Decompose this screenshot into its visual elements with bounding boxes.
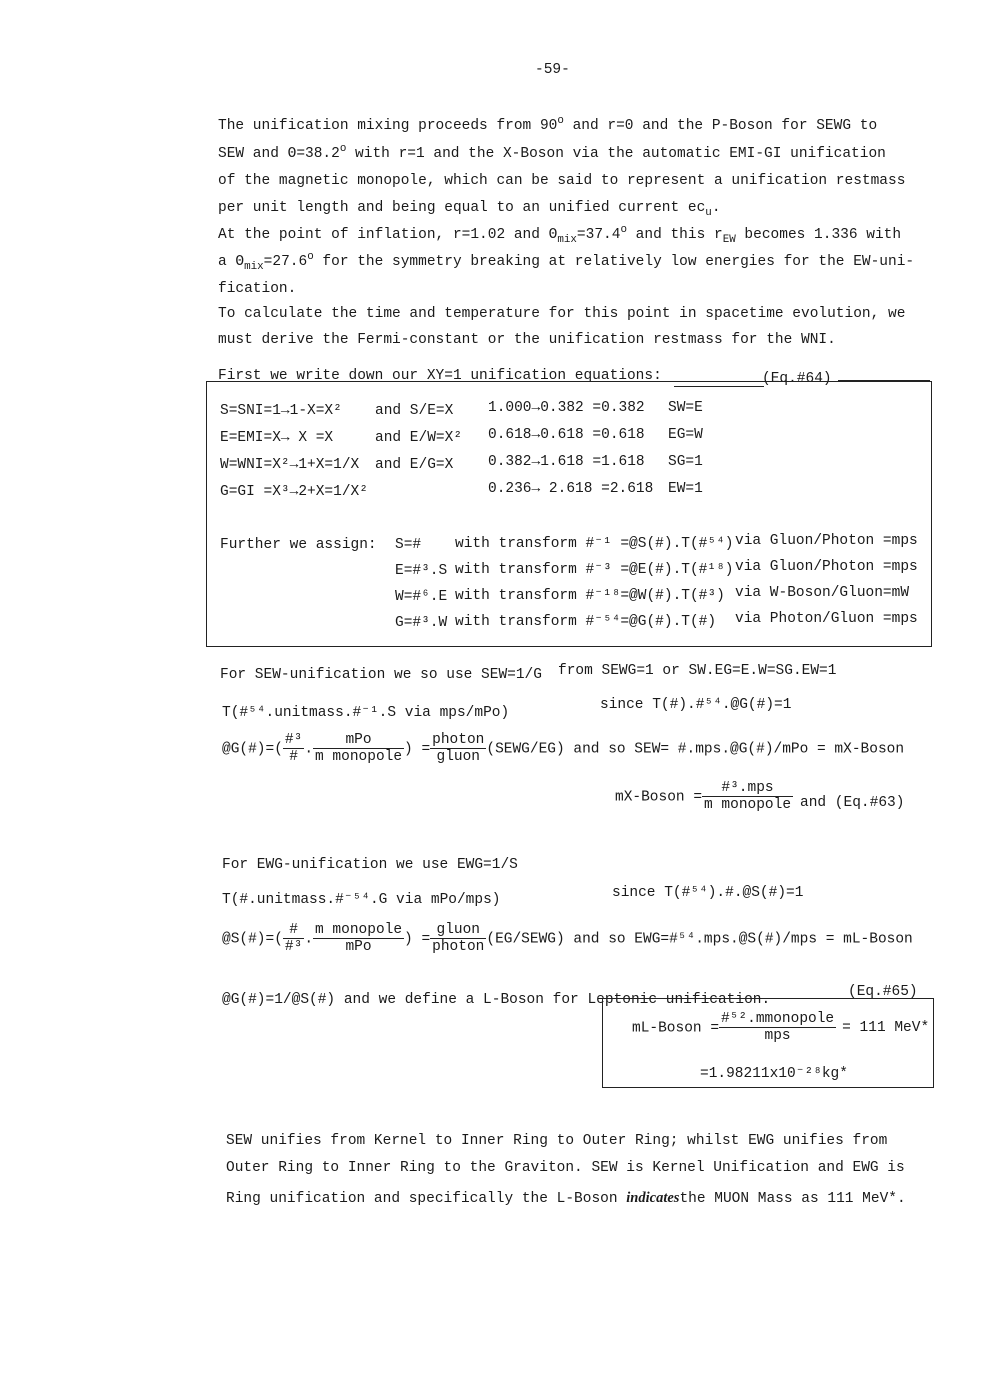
ewg-line-2a: T(#.unitmass.#⁻⁵⁴.G via mPo/mps) — [222, 892, 501, 908]
eq64-label: (Eq.#64) — [762, 371, 832, 387]
assign-a: W=#⁶.E — [395, 589, 448, 605]
intro-line-5: At the point of inflation, r=1.02 and $\Theta_{mix}=37.4^o$ and this $r_{EW}$ becomes 1.336 with — [218, 224, 902, 246]
fraction-1: $\frac{\text{\#³}}{\#}$ — [284, 732, 303, 765]
assign-c: via Gluon/Photon =mps — [735, 559, 918, 575]
fraction-5: $\frac{\#}{\text{\#³}}$ — [284, 922, 303, 955]
sew-line-1a: For SEW-unification we so use SEW=1/G — [220, 667, 542, 683]
ewg-line-2b: since T(#⁵⁴).#.@S(#)=1 — [612, 885, 804, 901]
ewg-line-3: @S(#)=( $\frac{\#}{\text{\#³}}$ . $\frac{\text{m monopole}}{\text{mPo}}$ ) = $\frac{\text{gluon}}{\text{photon}}$ (EG/SEWG) and so EWG=#⁵⁴.mps.@S(#)/mps = mL-Boson — [222, 922, 913, 955]
eq-row-c: 0.236→ 2.618 =2.618 — [488, 481, 654, 497]
eq-row-a: W=WNI=X²→1+X=1/X — [220, 457, 360, 473]
fraction-6: $\frac{\text{m monopole}}{\text{mPo}}$ — [315, 922, 403, 955]
assign-b: with transform #⁻¹ =@S(#).T(#⁵⁴) — [455, 536, 734, 552]
eq64-lead: First we write down our XY=1 unification equations: — [218, 368, 662, 384]
ewg-line-4: @G(#)=1/@S(#) and we define a L-Boson for Leptonic unification. — [222, 992, 771, 1008]
sew-line-3: @G(#)=( $\frac{\text{\#³}}{\#}$ . $\frac{\text{mPo}}{\text{m monopole}}$ ) = $\frac{\text{photon}}{\text{gluon}}$ (SEWG/EG) and so SEW= #.mps.@G(#)/mPo = mX-Boson — [222, 732, 905, 765]
fraction-3: $\frac{\text{photon}}{\text{gluon}}$ — [432, 732, 485, 765]
intro-line-8: To calculate the time and temperature for this point in spacetime evolution, we — [218, 306, 906, 322]
ewg-line-1: For EWG-unification we use EWG=1/S — [222, 857, 518, 873]
eq-row-d: EW=1 — [668, 481, 703, 497]
eq-row-b: and S/E=X — [375, 403, 454, 419]
eq-row-c: 0.618→0.618 =0.618 — [488, 427, 645, 443]
fraction-4: $\frac{\text{\#³.mps}}{\text{m monopole}}$ — [704, 780, 792, 813]
eq65-formula: mL-Boson = $\frac{\text{\#⁵².mmonopole}}{\text{mps}}$ = 111 MeV* — [632, 1011, 930, 1044]
assign-a: E=#³.S — [395, 563, 448, 579]
eq-row-c: 0.382→1.618 =1.618 — [488, 454, 645, 470]
fraction-7: $\frac{\text{gluon}}{\text{photon}}$ — [432, 922, 485, 955]
sew-line-2b: since T(#).#⁵⁴.@G(#)=1 — [600, 697, 792, 713]
eq-row-a: S=SNI=1→1-X=X² — [220, 403, 342, 419]
intro-line-1: The unification mixing proceeds from 90$^o$ and r=0 and the P-Boson for SEWG to — [218, 115, 878, 134]
closing-line-3: Ring unification and specifically the L-Boson indicatesthe MUON Mass as 111 MeV*. — [226, 1190, 906, 1207]
assign-b: with transform #⁻¹⁸=@W(#).T(#³) — [455, 588, 725, 604]
eq-row-d: EG=W — [668, 427, 703, 443]
intro-line-2: SEW and $\Theta=38.2^o$ with r=1 and the X-Boson via the automatic EMI-GI unification — [218, 143, 886, 162]
sew-line-4b: and (Eq.#63) — [800, 795, 905, 811]
assign-b: with transform #⁻⁵⁴=@G(#).T(#) — [455, 614, 717, 630]
assign-a: G=#³.W — [395, 615, 448, 631]
eq-row-d: SW=E — [668, 400, 703, 416]
intro-line-6: a $\Theta_{mix}=27.6^o$ for the symmetry breaking at relatively low energies for the EW-uni- — [218, 251, 915, 273]
intro-line-3: of the magnetic monopole, which can be said to represent a unification restmass — [218, 173, 906, 189]
eq-row-a: E=EMI=X→ X =X — [220, 430, 334, 446]
eq65-label: (Eq.#65) — [848, 984, 918, 1000]
assign-label: Further we assign: — [220, 537, 377, 553]
fraction-2: $\frac{\text{mPo}}{\text{m monopole}}$ — [315, 732, 403, 765]
eq64-box — [206, 381, 932, 647]
eq-row-b: and E/G=X — [375, 457, 454, 473]
assign-b: with transform #⁻³ =@E(#).T(#¹⁸) — [455, 562, 734, 578]
sew-line-4: mX-Boson = $\frac{\text{\#³.mps}}{\text{m monopole}}$ — [615, 780, 792, 813]
closing-line-1: SEW unifies from Kernel to Inner Ring to Outer Ring; whilst EWG unifies from — [226, 1133, 888, 1149]
eq-row-c: 1.000→0.382 =0.382 — [488, 400, 645, 416]
eq65-kg: =1.98211x10⁻²⁸kg* — [700, 1066, 848, 1082]
page-number: -59- — [535, 62, 570, 78]
closing-line-2: Outer Ring to Inner Ring to the Graviton. SEW is Kernel Unification and EWG is — [226, 1160, 905, 1176]
intro-line-7: fication. — [218, 281, 297, 297]
assign-c: via W-Boson/Gluon=mW — [735, 585, 910, 601]
handwritten-word: indicates — [626, 1190, 680, 1206]
sew-line-1b: from SEWG=1 or SW.EG=E.W=SG.EW=1 — [558, 663, 837, 679]
eq-row-b: and E/W=X² — [375, 430, 463, 446]
fraction-8: $\frac{\text{\#⁵².mmonopole}}{\text{mps}}$ — [721, 1011, 835, 1044]
eq-row-a: G=GI =X³→2+X=1/X² — [220, 484, 368, 500]
intro-line-9: must derive the Fermi-constant or the unification restmass for the WNI. — [218, 332, 836, 348]
assign-c: via Gluon/Photon =mps — [735, 533, 918, 549]
assign-c: via Photon/Gluon =mps — [735, 611, 918, 627]
intro-line-4: per unit length and being equal to an unified current $ec_u$. — [218, 200, 721, 219]
eq-row-d: SG=1 — [668, 454, 703, 470]
sew-line-2a: T(#⁵⁴.unitmass.#⁻¹.S via mps/mPo) — [222, 705, 510, 721]
assign-a: S=# — [395, 537, 422, 553]
